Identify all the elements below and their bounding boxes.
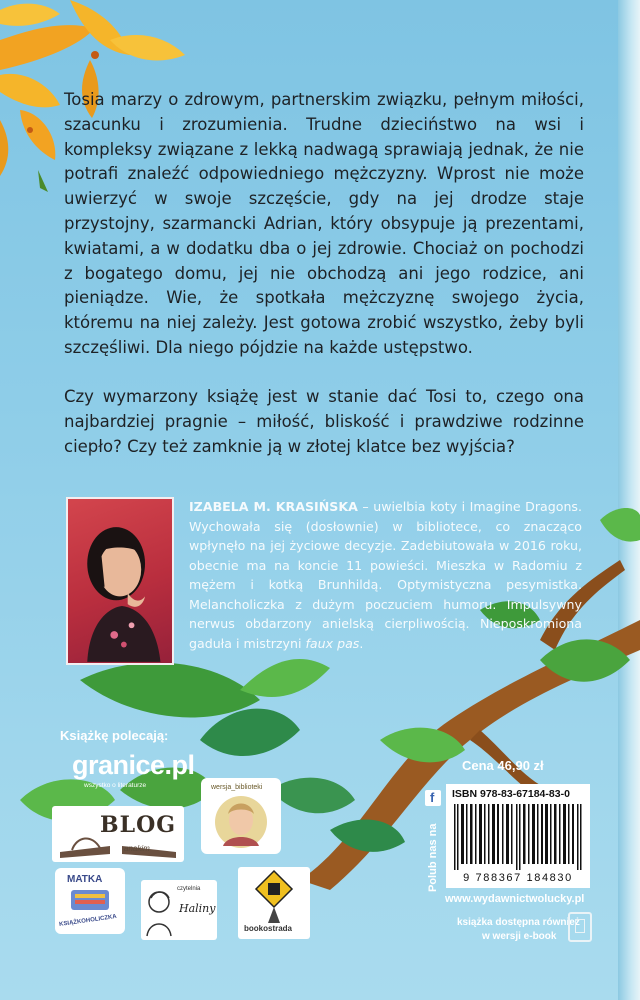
author-name: IZABELA M. KRASIŃSKA	[189, 499, 358, 514]
author-bio-italic: faux pas	[305, 635, 360, 651]
czytelnia-haliny-logo	[141, 880, 217, 940]
matka-logo-top: MATKA	[67, 874, 103, 885]
blurb-paragraph-1: Tosia marzy o zdrowym, partnerskim związku, pełnym miłości, szacunku i zrozumienia. Trudne dzieciństwo na wsi i kompleksy związane z lekką nadwagą sprawiają jednak, że nie potrafi znaleźć odpowiedniego mężczyzny. Wprost nie może uwierzyć w swoje szczęście, gdy na jej drodze staje przystojny, szarmancki Adrian, który obsypuje ją prezentami, kwiatami, a w dodatku dba o jej zdrowie. Chociaż on pochodzi z bogatego domu, jej nie obchodzą ani jego rodzice, ani pieniądze. Wie, że spotkała mężczyznę swojego życia, któremu na niej zależy. Jest gotowa zrobić wszystko, żeby byli szczęśliwi. Dla niego pójdzie na każde ustępstwo.	[64, 90, 584, 357]
price-label: Cena 46,90 zł	[462, 758, 544, 773]
barcode-digits: 9 788367 184830	[463, 872, 573, 884]
granice-logo-text: granice.pl	[72, 750, 195, 780]
author-bio-text: – uwielbia koty i Imagine Dragons. Wychowała się (dosłownie) w bibliotece, co znacząco wpłynęło na jej życiowe decyzje. Zadebiutowała w 2016 roku, obecnie ma na koncie 11 powieści. Mieszka w Radomiu z mężem i kotką Brunhildą. Optymistyczna pesymistka. Melancholiczka z dużym poczuciem humoru. Impulsywny nerwus obdarzony anielską cierpliwością. Nieposkromiona gaduła i mistrzyni	[189, 499, 582, 651]
matka-logo-bottom: KSIĄŻKOHOLICZKA	[58, 913, 118, 929]
granice-logo	[62, 748, 195, 794]
blog-logo-subtext: anakim	[124, 844, 150, 853]
bookostrada-logo	[238, 867, 310, 939]
wersja-logo-text: wersja_biblioteki	[211, 784, 263, 791]
blog-logo-text: BLOG	[100, 812, 177, 838]
halina-logo-name: Haliny	[179, 902, 216, 915]
barcode-panel	[446, 784, 590, 888]
isbn-number: ISBN 978-83-67184-83-0	[452, 788, 570, 800]
ebook-note-line-2: w wersji e-book	[482, 931, 557, 942]
recommend-heading: Książkę polecają:	[60, 728, 169, 743]
author-photo	[66, 497, 174, 665]
author-bio	[189, 497, 582, 653]
facebook-icon: f	[425, 790, 441, 806]
ebook-note-line-1: książka dostępna również	[457, 917, 580, 928]
matka-ksiazkoholiczka-logo	[55, 868, 125, 934]
wersja-biblioteki-logo	[201, 778, 281, 854]
barcode-bars	[452, 804, 584, 870]
halina-logo-top: czytelnia	[177, 886, 201, 892]
ebook-icon	[568, 912, 592, 942]
granice-logo-tagline: wszystko o literaturze	[84, 782, 147, 789]
blog-anakim-logo	[52, 806, 184, 862]
publisher-website: www.wydawnictwolucky.pl	[445, 893, 585, 905]
blurb-paragraph-2: Czy wymarzony książę jest w stanie dać Tosi to, czego ona najbardziej pragnie – miłość, bliskość i prawdziwe rodzinne ciepło? Czy też zamknie ją w złotej klatce bez wyjścia?	[64, 387, 584, 456]
author-bio-end: .	[359, 635, 364, 651]
facebook-text: Polub nas na	[427, 823, 439, 892]
bookostrada-logo-text: bookostrada	[244, 924, 293, 933]
